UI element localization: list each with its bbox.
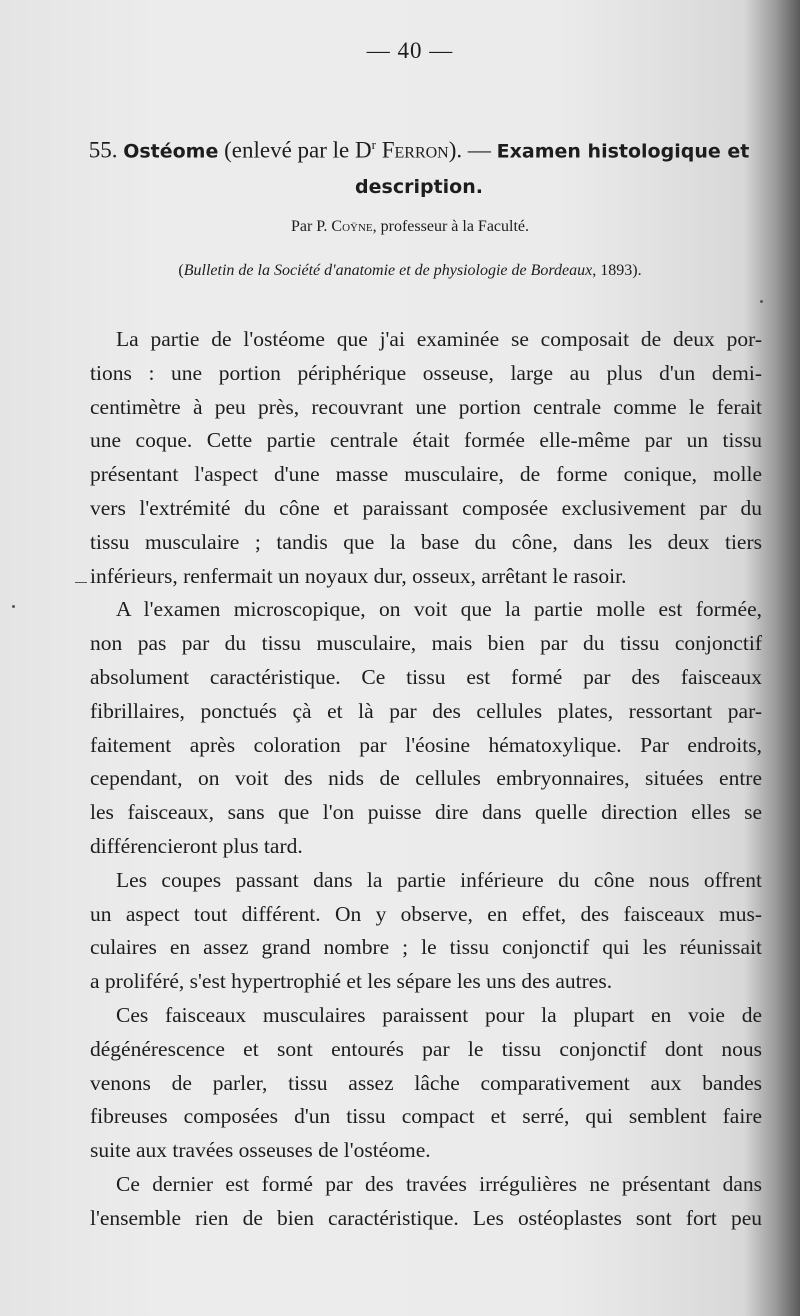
scan-mark bbox=[75, 582, 87, 583]
page-number: — 40 — bbox=[366, 38, 454, 63]
text-line: fibreuses composées d'un tissu compact et serré, qui semblent faire bbox=[90, 1104, 762, 1129]
text-line: La partie de l'ostéome que j'ai examinée se composait de deux por- bbox=[116, 327, 762, 351]
source-citation bbox=[0, 262, 800, 280]
text-line: inférieurs, renfermait un noyaux dur, osseux, arrêtant le rasoir. bbox=[90, 563, 627, 588]
text-line: suite aux travées osseuses de l'ostéome. bbox=[90, 1138, 431, 1163]
text-line: cependant, on voit des nids de cellules embryonnaires, situées entre bbox=[90, 766, 762, 791]
text-line: un aspect tout différent. On y observe, en effet, des faisceaux mus- bbox=[90, 901, 762, 926]
text-line: les faisceaux, sans que l'on puisse dire dans quelle direction elles se bbox=[90, 800, 762, 825]
text-line: tissu musculaire ; tandis que la base du cône, dans les deux tiers bbox=[90, 529, 762, 554]
title-parenthetical: (enlevé par le D bbox=[224, 137, 372, 163]
article-subtitle-1: Examen histologique et bbox=[496, 140, 750, 163]
text-line: centimètre à peu près, recouvrant une portion centrale comme le ferait bbox=[90, 394, 762, 419]
text-line: culaires en assez grand nombre ; le tissu conjonctif qui les réunissait bbox=[90, 935, 762, 960]
title-dash: — bbox=[467, 137, 491, 163]
text-line: non pas par du tissu musculaire, mais bien par du tissu conjonctif bbox=[90, 631, 762, 656]
source-journal: Bulletin de la Société d'anatomie et de physiologie de Bordeaux bbox=[183, 262, 593, 279]
text-line: fibrillaires, ponctués çà et là par des cellules plates, ressortant par- bbox=[90, 698, 762, 723]
source-year: , 1893). bbox=[592, 262, 642, 279]
text-line: a proliféré, s'est hypertrophié et les sépare les uns des autres. bbox=[90, 969, 613, 994]
text-line: tions : une portion périphérique osseuse, large au plus d'un demi- bbox=[90, 360, 762, 385]
text-line: différencieront plus tard. bbox=[90, 833, 303, 858]
text-line: dégénérescence et sont entourés par le tissu conjonctif dont nous bbox=[90, 1036, 762, 1061]
byline-suffix: , professeur à la Faculté. bbox=[372, 218, 530, 235]
text-line: Les coupes passant dans la partie inférieure du cône nous offrent bbox=[116, 867, 762, 892]
article-subtitle-2: description. bbox=[355, 175, 483, 198]
article-title: Ostéome bbox=[123, 140, 219, 163]
text-line: A l'examen microscopique, on voit que la partie molle est formée, bbox=[116, 597, 762, 622]
text-line: une coque. Cette partie centrale était formée elle-même par un tissu bbox=[90, 428, 762, 453]
title-close: ). bbox=[448, 137, 463, 163]
text-line: présentant l'aspect d'une masse musculaire, de forme conique, molle bbox=[90, 462, 762, 487]
text-line: l'ensemble rien de bien caractéristique. Les ostéoplastes sont fort peu bbox=[90, 1205, 762, 1230]
text-line: venons de parler, tissu assez lâche comparativement aux bandes bbox=[90, 1070, 762, 1095]
scan-speck bbox=[760, 300, 763, 303]
byline-author: Coÿne bbox=[331, 218, 373, 235]
source-open: ( bbox=[178, 262, 184, 279]
byline bbox=[0, 218, 800, 236]
text-line: faitement après coloration par l'éosine hématoxylique. Par endroits, bbox=[90, 732, 762, 757]
scan-speck bbox=[12, 605, 15, 608]
article-number: 55. bbox=[88, 137, 118, 163]
surgeon-name: Ferron bbox=[381, 137, 449, 163]
text-line: Ce dernier est formé par des travées irrégulières ne présentant dans bbox=[116, 1171, 762, 1196]
byline-prefix: Par P. bbox=[290, 218, 328, 235]
text-line: Ces faisceaux musculaires paraissent pour la plupart en voie de bbox=[116, 1002, 762, 1027]
text-line: absolument caractéristique. Ce tissu est formé par des faisceaux bbox=[90, 664, 762, 689]
article-body bbox=[90, 323, 762, 1236]
title-superscript: r bbox=[371, 137, 376, 152]
article-heading bbox=[84, 128, 754, 204]
text-line: vers l'extrémité du cône et paraissant composée exclusivement par du bbox=[90, 495, 762, 520]
